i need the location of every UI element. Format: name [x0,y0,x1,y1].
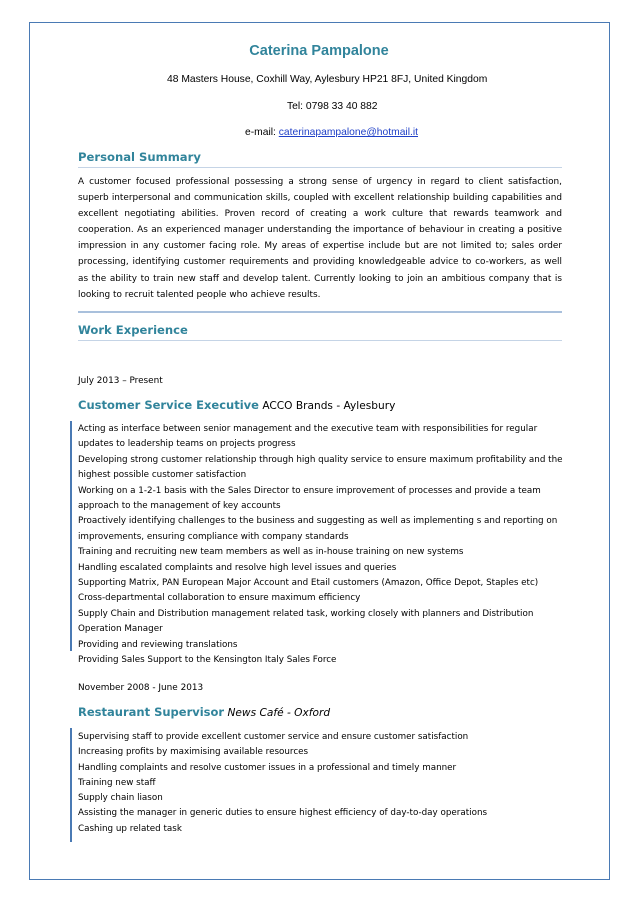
job-title-line [78,705,330,719]
address: 48 Masters House, Coxhill Way, Aylesbury HP21 8FJ, United Kingdom [167,74,488,85]
section-divider [78,167,562,168]
work-experience-heading: Work Experience [78,323,188,337]
job-duties-list [78,422,564,669]
list-item: Assisting the manager in generic duties to ensure highest efficiency of day-to-day operations [78,808,488,819]
job-employer: ACCO Brands - Aylesbury [258,400,396,412]
telephone: Tel: 0798 33 40 882 [287,101,378,112]
list-item: Cross-departmental collaboration to ensure maximum efficiency [78,593,361,604]
list-item: Providing Sales Support to the Kensington Italy Sales Force [78,655,337,666]
job-title-line [78,398,395,412]
section-divider [78,311,562,313]
list-item: Proactively identifying challenges to the business and suggesting as well as implementing s and reporting on improvements, ensuring compliance with company standards [78,516,558,542]
list-item: Providing and reviewing translations [78,639,238,650]
list-item: Supporting Matrix, PAN European Major Account and Etail customers (Amazon, Office Depot, Staples etc) [78,578,539,589]
list-item: Working on a 1-2-1 basis with the Sales Director to ensure improvement of processes and provide a team approach to the management of key accounts [78,485,541,512]
list-item: Supply Chain and Distribution management related task, working closely with planners and Distribution Operation Manager [78,608,534,635]
job-title: Customer Service Executive [78,398,259,412]
email-label: e-mail: [245,127,279,138]
list-item: Cashing up related task [78,823,182,834]
job-accent-bar [70,421,72,651]
personal-summary-heading: Personal Summary [78,150,201,164]
job-title: Restaurant Supervisor [78,705,225,719]
list-item: Handling escalated complaints and resolve high level issues and queries [78,562,397,573]
list-item: Supply chain liason [78,793,163,804]
candidate-name: Caterina Pampalone [249,43,389,59]
job-dates: July 2013 – Present [78,376,163,386]
list-item: Developing strong customer relationship through high quality service to ensure maximum profitability and the highest possible customer satisfaction [78,454,563,481]
list-item: Increasing profits by maximising available resources [78,747,309,758]
job-dates: November 2008 - June 2013 [78,683,204,693]
section-divider [78,340,562,341]
email-line [245,127,418,138]
job-employer: News Café - Oxford [224,707,331,719]
list-item: Acting as interface between senior management and the executive team with responsibilities for regular updates to leadership teams on projects progress [78,424,538,450]
job-duties-list [78,730,564,837]
list-item: Training new staff [78,777,156,788]
list-item: Training and recruiting new team members as well as in-house training on new systems [78,547,464,558]
list-item: Supervising staff to provide excellent customer service and ensure customer satisfaction [78,732,469,742]
personal-summary-text: A customer focused professional possessing a strong sense of urgency in regard to client satisfaction, superb interpersonal and communication skills, coupled with excellent relationship building capabilities and excellent negotiating abilities. Proven record of creating a work culture that rewards teamwork and cooperation. As an experienced manager understanding the importance of behaviour in creating a positive impression in any customer facing role. My areas of expertise include but are not limited to; sales order processing, identifying customer requirements and providing knowledgeable advice to co-workers, as well as the ability to train new staff and develop talent. Currently looking to join an ambitious company that is looking to recruit talented people who achieve results. [78,177,562,300]
job-accent-bar [70,728,72,842]
email-link[interactable]: caterinapampalone@hotmail.it [278,127,419,138]
list-item: Handling complaints and resolve customer issues in a professional and timely manner [78,762,457,773]
